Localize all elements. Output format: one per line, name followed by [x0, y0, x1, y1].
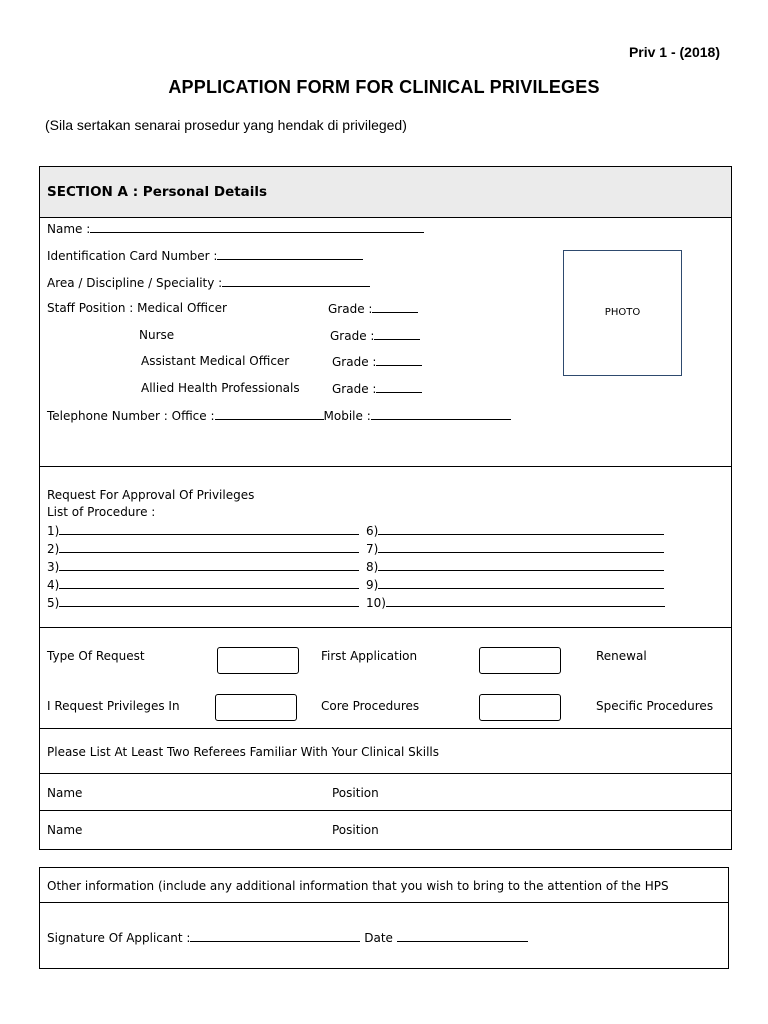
area-label: Area / Discipline / Speciality :	[47, 276, 223, 290]
procedure-item[interactable]	[366, 559, 664, 574]
referees-heading: Please List At Least Two Referees Familiar With Your Clinical Skills	[47, 745, 439, 759]
photo-label: PHOTO	[604, 307, 641, 318]
referee-position-label[interactable]: Position	[332, 823, 379, 837]
signature-blank[interactable]	[190, 930, 360, 942]
mobile-phone-blank[interactable]	[371, 408, 511, 420]
ama-label: Assistant Medical Officer	[141, 354, 290, 368]
procedure-number: 1)	[47, 524, 60, 538]
grade-field-nurse[interactable]	[330, 328, 420, 343]
specific-procedures-label: Specific Procedures	[596, 699, 714, 713]
ic-number-field[interactable]	[47, 248, 363, 263]
procedure-item[interactable]	[366, 595, 665, 610]
staff-position-label: Staff Position : Medical Officer	[47, 301, 227, 315]
grade-label: Grade :	[330, 329, 375, 343]
grade-blank[interactable]	[376, 381, 422, 393]
first-application-label: First Application	[321, 649, 418, 663]
procedure-item[interactable]	[47, 541, 359, 556]
nurse-label: Nurse	[139, 328, 175, 342]
form-reference: Priv 1 - (2018)	[628, 44, 720, 60]
ic-number-label: Identification Card Number :	[47, 249, 218, 263]
procedure-blank[interactable]	[59, 577, 359, 589]
procedure-item[interactable]	[47, 595, 359, 610]
date-label: Date	[364, 931, 393, 945]
procedure-item[interactable]	[366, 577, 664, 592]
referee-position-label[interactable]: Position	[332, 786, 379, 800]
photo-box[interactable]	[563, 250, 682, 376]
referee-name-label[interactable]: Name	[47, 823, 83, 837]
procedure-number: 6)	[366, 524, 379, 538]
name-blank[interactable]	[90, 221, 424, 233]
section-a-heading: SECTION A : Personal Details	[47, 184, 268, 200]
renewal-label: Renewal	[596, 649, 647, 663]
telephone-label: Telephone Number : Office :	[47, 409, 215, 423]
name-label: Name :	[47, 222, 91, 236]
procedure-blank[interactable]	[386, 595, 665, 607]
procedure-number: 10)	[366, 596, 386, 610]
procedure-blank[interactable]	[59, 541, 359, 553]
grade-field-mo[interactable]	[328, 301, 418, 316]
procedure-item[interactable]	[47, 559, 359, 574]
procedure-item[interactable]	[366, 523, 664, 538]
grade-blank[interactable]	[374, 328, 420, 340]
grade-field-ahp[interactable]	[332, 381, 422, 396]
core-procedures-label: Core Procedures	[321, 699, 420, 713]
procedure-number: 3)	[47, 560, 60, 574]
divider	[39, 217, 732, 218]
page-title: APPLICATION FORM FOR CLINICAL PRIVILEGES	[168, 77, 600, 97]
divider	[39, 902, 729, 903]
signature-label: Signature Of Applicant :	[47, 931, 191, 945]
list-procedure-label: List of Procedure :	[47, 505, 156, 519]
area-field[interactable]	[47, 275, 370, 290]
request-approval-label: Request For Approval Of Privileges	[47, 488, 255, 502]
specific-procedures-checkbox[interactable]	[479, 694, 561, 721]
grade-label: Grade :	[332, 382, 377, 396]
procedure-number: 8)	[366, 560, 379, 574]
privileges-in-label: I Request Privileges In	[47, 699, 180, 713]
procedure-number: 7)	[366, 542, 379, 556]
divider	[39, 810, 732, 811]
ic-number-blank[interactable]	[217, 248, 363, 260]
procedure-blank[interactable]	[378, 541, 664, 553]
procedure-blank[interactable]	[378, 577, 664, 589]
grade-blank[interactable]	[372, 301, 418, 313]
area-blank[interactable]	[222, 275, 370, 287]
grade-label: Grade :	[332, 355, 377, 369]
mobile-label: Mobile :	[323, 409, 371, 423]
procedure-blank[interactable]	[59, 559, 359, 571]
other-information-label: Other information (include any additional information that you wish to bring to the attention of the HPS	[47, 879, 669, 893]
procedure-item[interactable]	[47, 577, 359, 592]
procedure-number: 9)	[366, 578, 379, 592]
divider	[39, 627, 732, 628]
divider	[39, 773, 732, 774]
grade-label: Grade :	[328, 302, 373, 316]
procedure-blank[interactable]	[59, 595, 359, 607]
type-of-request-label: Type Of Request	[47, 649, 145, 663]
date-blank[interactable]	[397, 930, 528, 942]
divider	[39, 466, 732, 467]
name-field[interactable]	[47, 221, 424, 236]
renewal-checkbox[interactable]	[479, 647, 561, 674]
grade-blank[interactable]	[376, 354, 422, 366]
procedure-item[interactable]	[366, 541, 664, 556]
ahp-label: Allied Health Professionals	[141, 381, 300, 395]
page-subtitle: (Sila sertakan senarai prosedur yang hendak di privileged)	[45, 117, 407, 133]
office-phone-blank[interactable]	[215, 408, 324, 420]
procedure-number: 2)	[47, 542, 60, 556]
core-procedures-checkbox[interactable]	[215, 694, 297, 721]
first-application-checkbox[interactable]	[217, 647, 299, 674]
telephone-field[interactable]	[47, 408, 511, 423]
grade-field-ama[interactable]	[332, 354, 422, 369]
referee-name-label[interactable]: Name	[47, 786, 83, 800]
procedure-blank[interactable]	[378, 523, 664, 535]
procedure-item[interactable]	[47, 523, 359, 538]
procedure-blank[interactable]	[59, 523, 359, 535]
procedure-blank[interactable]	[378, 559, 664, 571]
procedure-number: 4)	[47, 578, 60, 592]
divider	[39, 728, 732, 729]
procedure-number: 5)	[47, 596, 60, 610]
signature-date-field[interactable]	[47, 930, 528, 945]
